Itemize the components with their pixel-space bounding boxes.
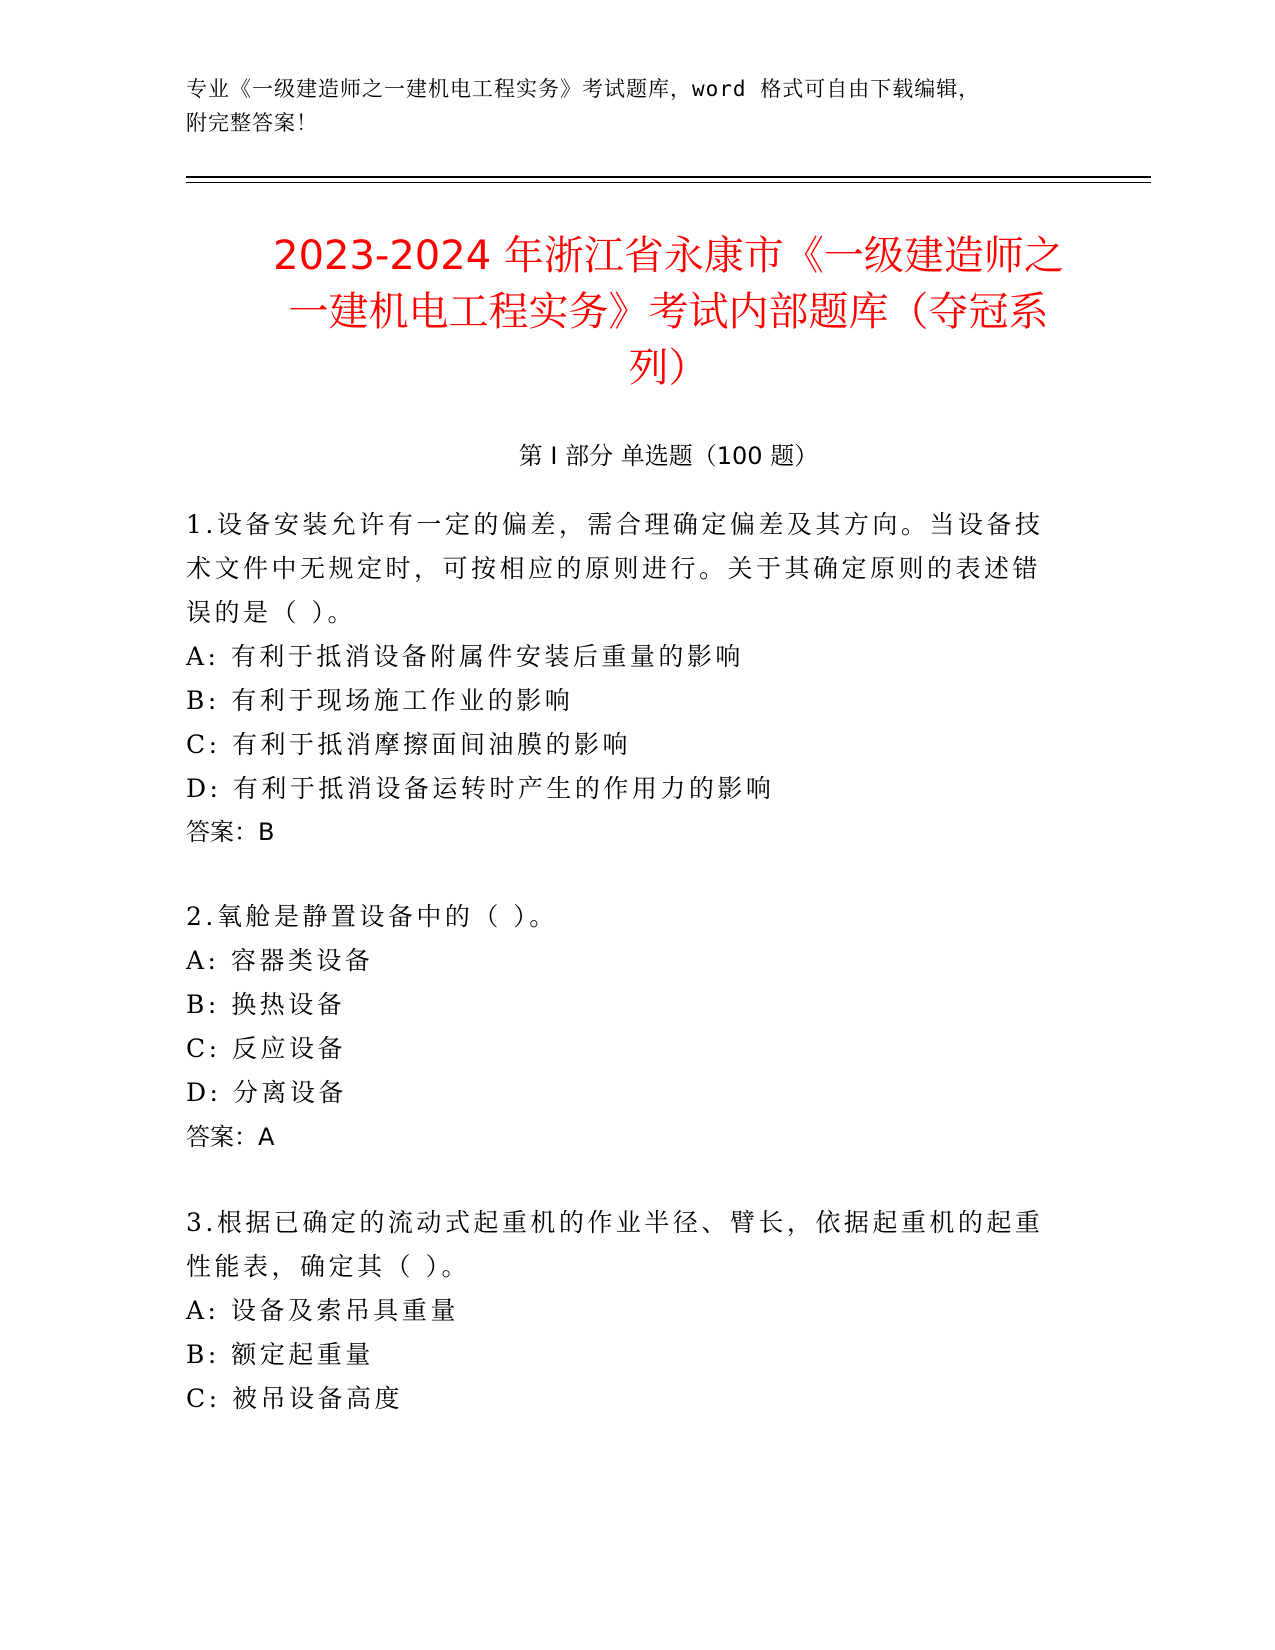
question-1-option-b: B: 有利于现场施工作业的影响 [186, 686, 574, 715]
question-1-stem-line-2: 术文件中无规定时，可按相应的原则进行。关于其确定原则的表述错 [186, 554, 1042, 583]
document-intro [186, 72, 1086, 140]
question-2-answer: 答案：A [186, 1123, 275, 1151]
intro-line-2: 附完整答案！ [186, 111, 318, 135]
question-2-option-d: D: 分离设备 [186, 1078, 347, 1107]
title-line-3: 列） [628, 345, 709, 391]
question-2-option-c: C: 反应设备 [186, 1034, 346, 1063]
header-divider-thin [186, 182, 1151, 183]
question-3-option-a: A: 设备及索吊具重量 [186, 1296, 459, 1325]
question-3-option-b: B: 额定起重量 [186, 1340, 374, 1369]
question-1-option-c: C: 有利于抵消摩擦面间油膜的影响 [186, 730, 631, 759]
question-3-stem-line-2: 性能表，确定其（ ）。 [186, 1252, 470, 1281]
section-heading: 第 I 部分 单选题（100 题） [518, 442, 819, 470]
question-1-stem-line-1: 1.设备安装允许有一定的偏差，需合理确定偏差及其方向。当设备技 [186, 510, 1044, 539]
document-title [186, 228, 1151, 396]
question-1-option-a: A: 有利于抵消设备附属件安装后重量的影响 [186, 642, 744, 671]
question-3-stem-line-1: 3.根据已确定的流动式起重机的作业半径、臂长，依据起重机的起重 [186, 1208, 1044, 1237]
question-3-option-c: C: 被吊设备高度 [186, 1384, 403, 1413]
title-line-1: 2023-2024 年浙江省永康市《一级建造师之 [273, 233, 1064, 279]
intro-line-1: 专业《一级建造师之一建机电工程实务》考试题库，word 格式可自由下载编辑， [186, 77, 981, 101]
question-1-stem-line-3: 误的是（ ）。 [186, 598, 356, 627]
question-1-answer: 答案：B [186, 818, 275, 846]
question-2-option-a: A: 容器类设备 [186, 946, 374, 975]
title-line-2: 一建机电工程实务》考试内部题库（夺冠系 [288, 289, 1049, 335]
question-2-stem-line-1: 2.氧舱是静置设备中的（ ）。 [186, 902, 558, 931]
question-2-option-b: B: 换热设备 [186, 990, 346, 1019]
question-1-option-d: D: 有利于抵消设备运转时产生的作用力的影响 [186, 774, 775, 803]
header-divider-thick [186, 176, 1151, 178]
